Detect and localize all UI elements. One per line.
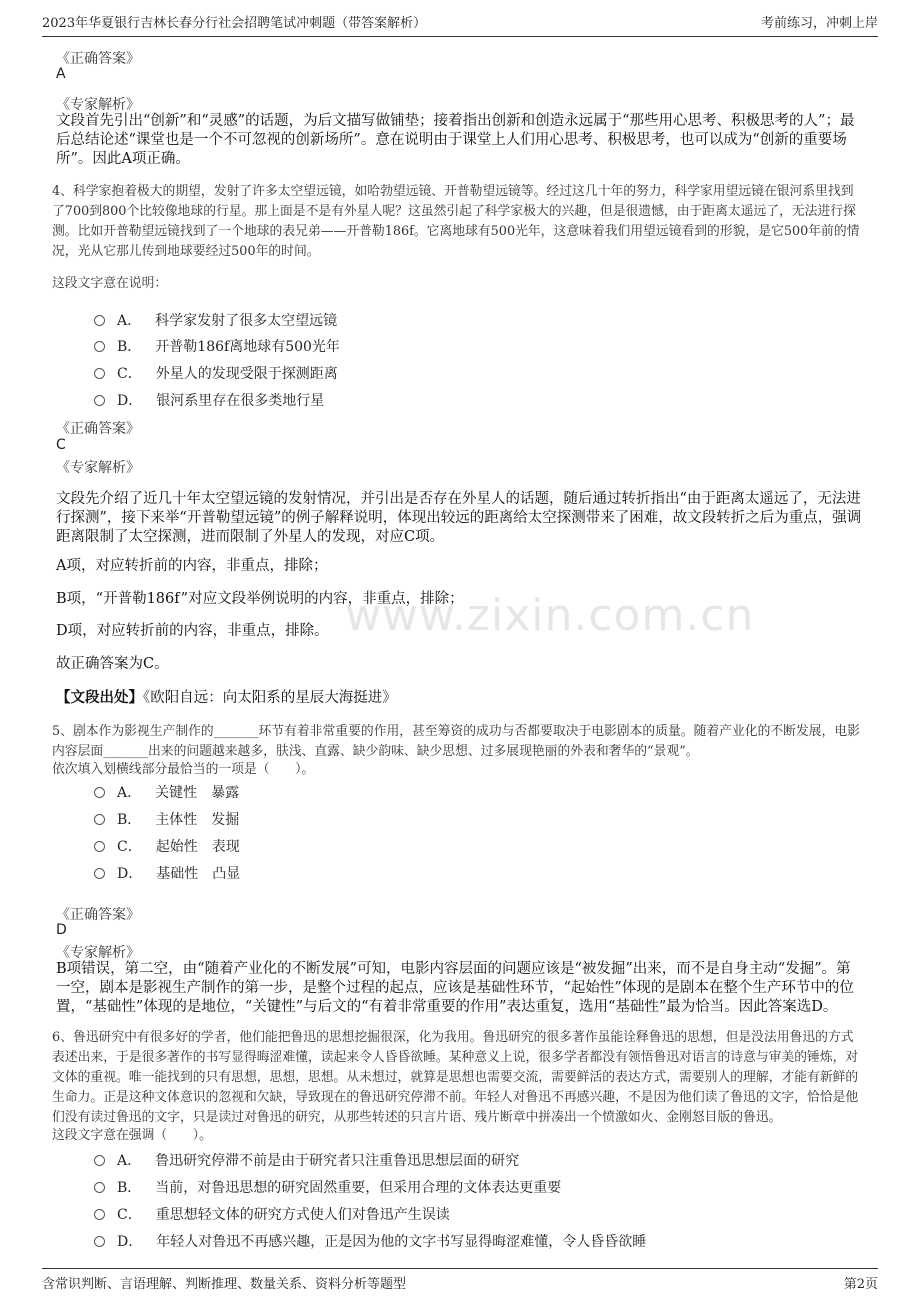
radio-icon[interactable]	[94, 1209, 105, 1220]
option-key: D．	[117, 866, 143, 882]
radio-icon[interactable]	[94, 868, 105, 879]
option-key: D．	[117, 1234, 143, 1250]
option-b[interactable]	[94, 1177, 561, 1197]
source-text: 《欧阳自远：向太阳系的星辰大海挺进》	[143, 690, 397, 706]
option-word-1: 主体性	[155, 812, 198, 828]
option-c[interactable]	[94, 1204, 450, 1224]
page-footer	[42, 1268, 878, 1295]
radio-icon[interactable]	[94, 787, 105, 798]
expert-analysis-label: 《专家解析》	[56, 97, 140, 113]
radio-icon[interactable]	[94, 1182, 105, 1193]
option-word-2: 凸显	[212, 866, 241, 882]
option-d[interactable]	[94, 863, 240, 883]
analysis-note: D项，对应转折前的内容，非重点，排除。	[56, 623, 329, 639]
option-word-1: 起始性	[155, 839, 198, 855]
option-text: 年轻人对鲁迅不再感兴趣，正是因为他的文字书写显得晦涩难懂，令人昏昏欲睡	[156, 1234, 647, 1250]
option-a[interactable]	[94, 1150, 519, 1170]
source-label: 【文段出处】	[56, 689, 143, 706]
option-d[interactable]	[94, 390, 324, 410]
option-key: B．	[117, 812, 142, 828]
page-number: 第2页	[843, 1277, 878, 1292]
radio-icon[interactable]	[94, 315, 105, 326]
correct-answer-label: 《正确答案》	[56, 51, 140, 67]
radio-icon[interactable]	[94, 814, 105, 825]
option-key: C．	[117, 839, 142, 855]
option-c[interactable]	[94, 363, 338, 383]
analysis-note: B项，“开普勒186f”对应文段举例说明的内容，非重点，排除；	[56, 591, 464, 607]
option-word-2: 暴露	[211, 785, 240, 801]
correct-answer-value: C	[56, 437, 66, 453]
option-text: 重思想轻文体的研究方式使人们对鲁迅产生误读	[155, 1207, 450, 1223]
question-stem: 6、鲁迅研究中有很多好的学者，他们能把鲁迅的思想挖掘很深，化为我用。鲁迅研究的很多著作虽能诠释鲁迅的思想，但是没法用鲁迅的方式表述出来，于是很多著作的书写显得晦涩难懂，读起来令人昏昏欲睡。某种意义上说，很多学者都没有领悟鲁迅对语言的诗意与审美的锤炼，对文体的重视。唯一能找到的只有思想，思想，思想。从未想过，就算是思想也需要交流，需要鲜活的表达方式，需要别人的理解，才能有新鲜的生命力。正是这种文体意识的忽视和欠缺，导致现在的鲁迅研究停滞不前。年轻人对鲁迅不再感兴趣，不是因为他们读了鲁迅的文字，恰恰是他们没有读过鲁迅的文字，只是读过对鲁迅的研究，从那些转述的只言片语、残片断章中拼凑出一个愤激如火、金刚怒目版的鲁迅。	[52, 1030, 859, 1125]
option-key: A．	[117, 785, 142, 801]
document-title: 2023年华夏银行吉林长春分行社会招聘笔试冲刺题（带答案解析）	[42, 16, 427, 31]
option-text: 科学家发射了很多太空望远镜	[155, 313, 338, 329]
option-b[interactable]	[94, 809, 239, 829]
option-key: C．	[117, 1207, 142, 1223]
source-line	[56, 688, 864, 708]
expert-analysis-label: 《专家解析》	[56, 945, 140, 961]
expert-analysis-text: 文段先介绍了近几十年太空望远镜的发射情况，并引出是否存在外星人的话题，随后通过转折指出“由于距离太遥远了，无法进行探测”，接下来举“开普勒望远镜”的例子解释说明，体现出较远的距离给太空探测带来了困难，故文段转折之后为重点，强调距离限制了太空探测，进而限制了外星人的发现，对应C项。	[56, 491, 862, 545]
question-prompt: 这段文字意在强调（ ）。	[52, 1128, 212, 1143]
option-key: A．	[117, 1153, 142, 1169]
radio-icon[interactable]	[94, 341, 105, 352]
option-text: 银河系里存在很多类地行星	[156, 393, 325, 409]
radio-icon[interactable]	[94, 841, 105, 852]
expert-analysis-text: 文段首先引出“创新”和“灵感”的话题，为后文描写做铺垫；接着指出创新和创造永远属于“那些用心思考、积极思考的人”；最后总结论述“课堂也是一个不可忽视的创新场所”。意在说明由于课堂上人们用心思考、积极思考，也可以成为“创新的重要场所”。因此A项正确。	[56, 113, 855, 167]
option-d[interactable]	[94, 1231, 646, 1251]
correct-answer-label: 《正确答案》	[56, 907, 140, 923]
radio-icon[interactable]	[94, 1236, 105, 1247]
analysis-note: A项，对应转折前的内容，非重点，排除；	[56, 558, 328, 574]
option-a[interactable]	[94, 782, 239, 802]
radio-icon[interactable]	[94, 1155, 105, 1166]
question-stem: 4、科学家抱着极大的期望，发射了许多太空望远镜，如哈勃望远镜、开普勒望远镜等。经过这几十年的努力，科学家用望远镜在银河系里找到了700到800个比较像地球的行星。那上面是不是有外星人呢？这虽然引起了科学家极大的兴趣，但是很遗憾，由于距离太遥远了，无法进行探测。比如开普勒望远镜找到了一个地球的表兄弟——开普勒186f。它离地球有500光年，这意味着我们用望远镜看到的形貌，是它500年前的情况，光从它那儿传到地球要经过500年的时间。	[52, 184, 860, 259]
option-key: D．	[117, 393, 143, 409]
option-text: 当前，对鲁迅思想的研究固然重要，但采用合理的文体表达更重要	[155, 1180, 562, 1196]
correct-answer-value: D	[56, 922, 67, 938]
expert-analysis-label: 《专家解析》	[56, 460, 140, 476]
correct-answer-value: A	[56, 66, 66, 82]
option-word-1: 基础性	[156, 866, 199, 882]
option-text: 外星人的发现受限于探测距离	[155, 366, 338, 382]
option-c[interactable]	[94, 836, 240, 856]
option-text: 开普勒186f离地球有500光年	[155, 339, 340, 355]
page-header	[42, 0, 878, 37]
analysis-note: 故正确答案为C。	[56, 656, 169, 672]
option-key: A．	[117, 313, 142, 329]
radio-icon[interactable]	[94, 368, 105, 379]
option-a[interactable]	[94, 310, 337, 330]
option-text: 鲁迅研究停滞不前是由于研究者只注重鲁迅思想层面的研究	[155, 1153, 520, 1169]
correct-answer-label: 《正确答案》	[56, 421, 140, 437]
question-prompt: 这段文字意在说明：	[52, 276, 168, 291]
option-key: B．	[117, 1180, 142, 1196]
option-key: B．	[117, 339, 142, 355]
radio-icon[interactable]	[94, 395, 105, 406]
option-word-2: 发掘	[211, 812, 240, 828]
option-word-1: 关键性	[155, 785, 198, 801]
watermark: www.zixin.com.cn	[345, 590, 755, 641]
footer-topics: 含常识判断、言语理解、判断推理、数量关系、资料分析等题型	[42, 1277, 407, 1292]
expert-analysis-text: B项错误，第二空，由“随着产业化的不断发展”可知，电影内容层面的问题应该是“被发掘”出来，而不是自身主动“发掘”。第一空，剧本是影视生产制作的第一步，是整个过程的起点，应该是基础性环节，“起始性”体现的是剧本在整个生产环节中的位置，“基础性”体现的是地位，“关键性”与后文的“有着非常重要的作用”表达重复，选用“基础性”最为恰当。因此答案选D。	[56, 961, 854, 1015]
option-word-2: 表现	[211, 839, 240, 855]
option-key: C．	[117, 366, 142, 382]
option-b[interactable]	[94, 336, 340, 356]
header-slogan: 考前练习，冲刺上岸	[760, 16, 878, 31]
question-stem: 5、剧本作为影视生产制作的_______环节有着非常重要的作用，甚至筹资的成功与否都要取决于电影剧本的质量。随着产业化的不断发展，电影内容层面_______出来的问题越来越多，肤浅、直露、缺少韵味、缺少思想、过多展现艳丽的外表和奢华的“景观”。	[52, 724, 860, 759]
question-prompt: 依次填入划横线部分最恰当的一项是（ ）。	[52, 762, 315, 777]
